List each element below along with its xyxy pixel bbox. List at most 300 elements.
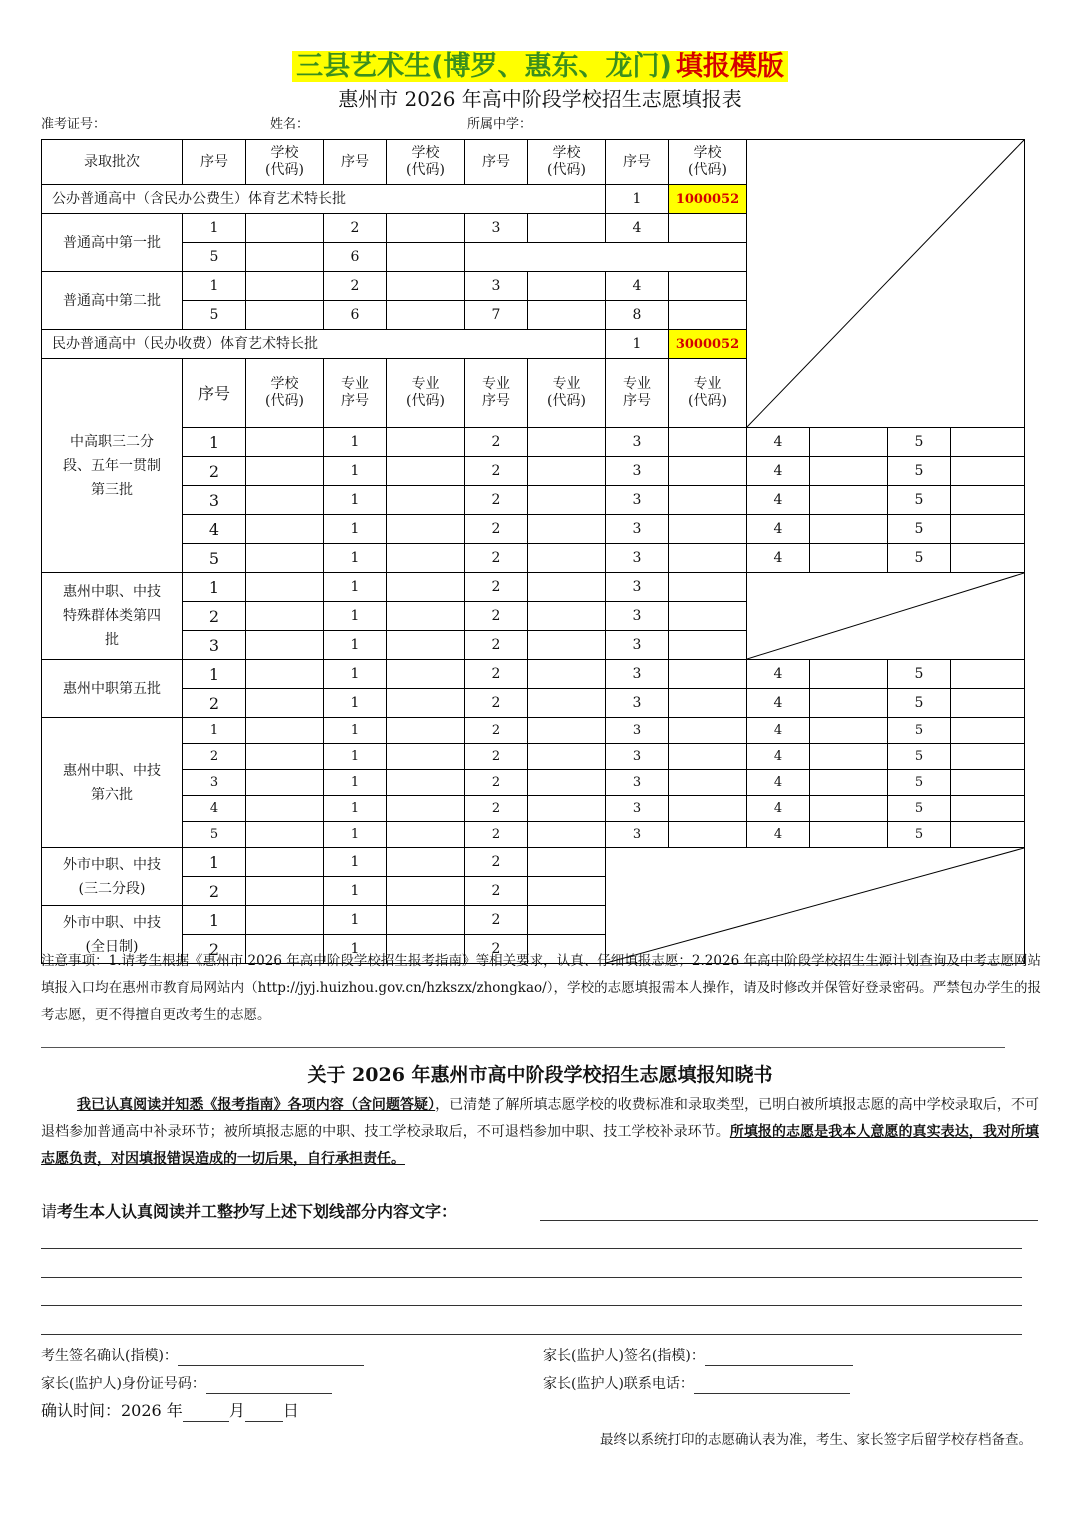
table-cell: 1 — [324, 906, 387, 935]
batch-label: 惠州中职、中技 特殊群体类第四 批 — [42, 573, 183, 660]
batch-label: 公办普通高中（含民办公费生）体育艺术特长批 — [42, 185, 606, 214]
table-cell: 2 — [465, 602, 528, 631]
table-cell: 1 — [183, 660, 246, 689]
table-cell: 3 — [465, 272, 528, 301]
fill-cell[interactable] — [387, 301, 465, 330]
fill-cell[interactable] — [246, 428, 324, 457]
table-cell: 4 — [747, 770, 810, 796]
fill-cell[interactable] — [528, 877, 606, 906]
fill-cell[interactable] — [528, 544, 606, 573]
fill-cell[interactable] — [387, 486, 465, 515]
fill-cell[interactable] — [528, 272, 606, 301]
batch-label: 惠州中职第五批 — [42, 660, 183, 718]
table-cell: 4 — [747, 718, 810, 744]
fill-cell[interactable] — [387, 243, 465, 272]
parent-signature-field[interactable] — [705, 1349, 853, 1366]
table-cell: 4 — [747, 744, 810, 770]
fill-cell[interactable] — [669, 631, 747, 660]
table-cell: 4 — [183, 796, 246, 822]
fill-cell[interactable] — [387, 602, 465, 631]
table-cell: 3 — [183, 631, 246, 660]
fill-cell[interactable] — [810, 457, 888, 486]
table-header — [42, 140, 1025, 185]
fill-cell[interactable] — [387, 822, 465, 848]
fill-cell[interactable] — [528, 631, 606, 660]
table-cell: 2 — [183, 877, 246, 906]
fill-cell[interactable] — [387, 457, 465, 486]
table-cell: 专业 (代码) — [669, 359, 747, 428]
exam-no-label: 准考证号： — [41, 117, 107, 132]
table-cell: 5 — [888, 660, 951, 689]
fill-cell[interactable] — [669, 544, 747, 573]
table-cell: 2 — [465, 689, 528, 718]
table-cell: 1 — [324, 877, 387, 906]
fill-cell[interactable] — [528, 457, 606, 486]
table-cell: 6 — [324, 301, 387, 330]
table-cell: 1 — [183, 848, 246, 877]
table-cell: 1 — [183, 428, 246, 457]
pledge-text: ，已清楚了解所填志愿学校的收费标准和录取类型，已明白被所填报志愿的高中学校录取后，不可退档参加普通高中补录环节；被所填报志愿的中职、技工学校录取后，不可退档参加中职、技工学校补录环节。 — [41, 1097, 1040, 1140]
table-cell: 2 — [465, 544, 528, 573]
table-row — [42, 544, 1025, 573]
fill-cell[interactable] — [810, 770, 888, 796]
copy-line[interactable] — [41, 1334, 1022, 1335]
pledge-bold-2: 所填报的志愿是我本人意愿的真实表达，我对所填志愿负责，对因填报错误造成的一切后果，自行承担责任。 — [41, 1124, 1039, 1167]
parent-phone: 家长(监护人)联系电话： — [543, 1374, 850, 1394]
table-cell: 1 — [324, 848, 387, 877]
table-cell: 2 — [465, 515, 528, 544]
fill-cell[interactable] — [246, 718, 324, 744]
table-cell: 4 — [747, 689, 810, 718]
day-field[interactable] — [245, 1403, 283, 1422]
table-cell: 1 — [183, 272, 246, 301]
fill-cell[interactable] — [810, 515, 888, 544]
table-cell: 2 — [465, 848, 528, 877]
fill-cell[interactable] — [528, 515, 606, 544]
fill-cell[interactable] — [387, 573, 465, 602]
fill-cell[interactable] — [951, 718, 1025, 744]
fill-cell[interactable] — [669, 689, 747, 718]
table-cell: 3 — [606, 602, 669, 631]
table-cell: 专业 序号 — [465, 359, 528, 428]
table-cell: 2 — [465, 660, 528, 689]
fill-cell[interactable] — [246, 689, 324, 718]
table-cell: 4 — [747, 796, 810, 822]
fill-cell[interactable] — [951, 515, 1025, 544]
table-cell: 专业 (代码) — [528, 359, 606, 428]
table-cell: 3 — [465, 214, 528, 243]
parent-signature: 家长(监护人)签名(指模)： — [543, 1346, 853, 1366]
fill-cell[interactable] — [246, 214, 324, 243]
table-cell: 2 — [324, 272, 387, 301]
table-cell: 3 — [606, 718, 669, 744]
table-cell: 3 — [606, 631, 669, 660]
table-cell: 4 — [747, 515, 810, 544]
table-cell: 4 — [747, 428, 810, 457]
table-row — [42, 660, 1025, 689]
header-school: 学校 (代码) — [246, 140, 324, 185]
table-cell: 5 — [183, 544, 246, 573]
table-cell: 5 — [183, 301, 246, 330]
footnote: 最终以系统打印的志愿确认表为准，考生、家长签字后留学校存档备查。 — [600, 1432, 1032, 1448]
fill-cell[interactable] — [246, 848, 324, 877]
parent-id-field[interactable] — [206, 1377, 332, 1394]
table-cell: 1 — [324, 689, 387, 718]
table-row — [42, 796, 1025, 822]
fill-cell[interactable] — [387, 631, 465, 660]
table-cell: 1 — [324, 457, 387, 486]
fill-cell[interactable] — [669, 660, 747, 689]
copy-instruction: 请考生本人认真阅读并工整抄写上述下划线部分内容文字： — [41, 1202, 458, 1221]
header-seq: 序号 — [465, 140, 528, 185]
table-cell: 6 — [324, 243, 387, 272]
table-cell: 1 — [324, 428, 387, 457]
table-cell: 2 — [183, 935, 246, 964]
table-cell — [465, 243, 747, 272]
fill-cell[interactable] — [669, 602, 747, 631]
table-cell: 3 — [606, 457, 669, 486]
batch-label: 外市中职、中技 (三二分段) — [42, 848, 183, 906]
pledge-bold-1: 我已认真阅读并知悉《报考指南》各项内容（含问题答疑） — [76, 1097, 436, 1113]
fill-cell[interactable] — [669, 796, 747, 822]
header-school: 学校 (代码) — [387, 140, 465, 185]
table-cell: 1 — [606, 330, 669, 359]
table-cell: 序号 — [183, 359, 246, 428]
fill-cell[interactable] — [669, 573, 747, 602]
fill-cell[interactable] — [246, 515, 324, 544]
copy-line[interactable] — [41, 1277, 1022, 1278]
fill-cell[interactable] — [669, 822, 747, 848]
table-cell: 专业 (代码) — [387, 359, 465, 428]
table-cell: 3 — [183, 770, 246, 796]
fill-cell[interactable] — [528, 486, 606, 515]
student-signature: 考生签名确认(指模)： — [41, 1346, 364, 1366]
month-field[interactable] — [183, 1403, 229, 1422]
fill-cell[interactable] — [669, 214, 747, 243]
fill-cell[interactable] — [669, 486, 747, 515]
divider — [41, 1047, 1005, 1048]
fill-cell[interactable] — [951, 544, 1025, 573]
table-cell: 2 — [183, 602, 246, 631]
header-seq: 序号 — [183, 140, 246, 185]
table-row — [42, 770, 1025, 796]
pledge-paragraph — [41, 1092, 1039, 1173]
fill-cell[interactable] — [246, 770, 324, 796]
fill-cell[interactable] — [951, 822, 1025, 848]
table-cell: 2 — [465, 457, 528, 486]
student-signature-field[interactable] — [178, 1349, 364, 1366]
fill-cell[interactable] — [246, 301, 324, 330]
table-cell: 专业 序号 — [324, 359, 387, 428]
table-cell: 1 — [324, 822, 387, 848]
fill-cell[interactable] — [246, 877, 324, 906]
fill-cell[interactable] — [528, 689, 606, 718]
fill-cell[interactable] — [951, 796, 1025, 822]
table-cell: 5 — [888, 770, 951, 796]
fill-cell[interactable] — [669, 515, 747, 544]
table-cell: 1 — [324, 602, 387, 631]
table-row — [42, 515, 1025, 544]
table-cell: 3 — [606, 770, 669, 796]
table-cell: 5 — [888, 744, 951, 770]
fill-cell[interactable] — [387, 515, 465, 544]
table-cell: 1 — [606, 185, 669, 214]
header-school: 学校 (代码) — [669, 140, 747, 185]
school-code-cell[interactable]: 3000052 — [669, 330, 747, 359]
table-cell: 1 — [183, 573, 246, 602]
table-cell: 5 — [888, 822, 951, 848]
fill-cell[interactable] — [387, 744, 465, 770]
fill-cell[interactable] — [528, 301, 606, 330]
copy-line[interactable] — [41, 1305, 1022, 1306]
table-cell: 4 — [747, 544, 810, 573]
table-row — [42, 744, 1025, 770]
header-school: 学校 (代码) — [528, 140, 606, 185]
fill-cell[interactable] — [669, 744, 747, 770]
table-cell: 3 — [606, 689, 669, 718]
fill-cell[interactable] — [810, 796, 888, 822]
table-cell: 4 — [606, 214, 669, 243]
table-cell: 3 — [606, 544, 669, 573]
fill-cell[interactable] — [669, 428, 747, 457]
fill-cell[interactable] — [528, 770, 606, 796]
fill-cell[interactable] — [528, 660, 606, 689]
fill-cell[interactable] — [528, 602, 606, 631]
fill-cell[interactable] — [387, 718, 465, 744]
fill-cell[interactable] — [246, 796, 324, 822]
template-title-counties: 三县艺术生(博罗、惠东、龙门) — [296, 51, 672, 82]
fill-cell[interactable] — [951, 744, 1025, 770]
fill-cell[interactable] — [246, 631, 324, 660]
fill-cell[interactable] — [528, 822, 606, 848]
fill-cell[interactable] — [810, 689, 888, 718]
batch-label: 中高职三二分 段、五年一贯制 第三批 — [42, 359, 183, 573]
table-cell: 1 — [183, 718, 246, 744]
table-row — [42, 718, 1025, 744]
table-row — [42, 486, 1025, 515]
batch-label: 惠州中职、中技 第六批 — [42, 718, 183, 848]
fill-cell[interactable] — [246, 660, 324, 689]
table-row — [42, 573, 1025, 602]
fill-cell[interactable] — [528, 796, 606, 822]
table-cell: 4 — [747, 822, 810, 848]
table-row — [42, 457, 1025, 486]
table-cell: 专业 序号 — [606, 359, 669, 428]
table-cell: 4 — [747, 660, 810, 689]
copy-line[interactable] — [540, 1220, 1038, 1221]
fill-cell[interactable] — [810, 428, 888, 457]
parent-id: 家长(监护人)身份证号码： — [41, 1374, 332, 1394]
fill-cell[interactable] — [669, 770, 747, 796]
application-table — [41, 139, 1025, 964]
school-label: 所属中学： — [467, 117, 533, 132]
fill-cell[interactable] — [246, 744, 324, 770]
fill-cell[interactable] — [669, 718, 747, 744]
table-cell: 4 — [747, 486, 810, 515]
form-title: 惠州市 2026 年高中阶段学校招生志愿填报表 — [338, 87, 742, 111]
fill-cell[interactable] — [246, 602, 324, 631]
table-cell: 2 — [465, 631, 528, 660]
table-cell: 1 — [324, 486, 387, 515]
fill-cell[interactable] — [246, 822, 324, 848]
table-cell: 3 — [606, 744, 669, 770]
table-cell: 2 — [465, 906, 528, 935]
parent-phone-field[interactable] — [694, 1377, 850, 1394]
fill-cell[interactable] — [810, 544, 888, 573]
table-cell: 5 — [888, 428, 951, 457]
fill-cell[interactable] — [246, 573, 324, 602]
table-cell: 1 — [183, 214, 246, 243]
table-cell: 3 — [606, 660, 669, 689]
fill-cell[interactable] — [810, 660, 888, 689]
table-cell: 2 — [465, 935, 528, 964]
table-cell: 2 — [465, 486, 528, 515]
table-cell: 3 — [606, 486, 669, 515]
copy-line[interactable] — [41, 1248, 1022, 1249]
table-row — [42, 822, 1025, 848]
table-cell: 1 — [324, 935, 387, 964]
notes-paragraph: 注意事项：1.请考生根据《惠州市 2026 年高中阶段学校招生报考指南》等相关要求，认真、仔细填报志愿；2.2026 年高中阶段学校招生生源计划查询及中考志愿网站填报入口均在惠州市教育局网站内（http://jyj.huizhou.gov.cn/hzkszx/zhongkao/），学校的志愿填报需本人操作，请及时修改并保管好登录密码。严禁包办学生的报考志愿，更不得擅自更改考生的志愿。 — [41, 953, 1041, 1023]
pledge-title: 关于 2026 年惠州市高中阶段学校招生志愿填报知晓书 — [307, 1064, 773, 1086]
fill-cell[interactable] — [669, 457, 747, 486]
fill-cell[interactable] — [528, 718, 606, 744]
table-cell: 1 — [324, 796, 387, 822]
fill-cell[interactable] — [387, 428, 465, 457]
table-cell: 1 — [324, 660, 387, 689]
table-cell: 2 — [183, 457, 246, 486]
name-label: 姓名： — [270, 117, 310, 132]
table-row — [42, 689, 1025, 718]
table-cell: 4 — [747, 457, 810, 486]
table-cell: 1 — [324, 515, 387, 544]
table-cell: 5 — [183, 822, 246, 848]
batch-label: 外市中职、中技 (全日制) — [42, 906, 183, 964]
fill-cell[interactable] — [528, 573, 606, 602]
fill-cell[interactable] — [669, 301, 747, 330]
fill-cell[interactable] — [246, 544, 324, 573]
fill-cell[interactable] — [246, 272, 324, 301]
header-seq: 序号 — [606, 140, 669, 185]
fill-cell[interactable] — [528, 214, 606, 243]
table-cell: 5 — [183, 243, 246, 272]
fill-cell[interactable] — [528, 744, 606, 770]
fill-cell[interactable] — [528, 848, 606, 877]
table-cell: 1 — [324, 744, 387, 770]
fill-cell[interactable] — [951, 770, 1025, 796]
header-seq: 序号 — [324, 140, 387, 185]
table-cell: 1 — [324, 631, 387, 660]
confirm-date: 确认时间：2026 年 月 日 — [41, 1401, 299, 1420]
fill-cell[interactable] — [387, 770, 465, 796]
table-row — [42, 848, 1025, 877]
fill-cell[interactable] — [528, 906, 606, 935]
fill-cell[interactable] — [387, 848, 465, 877]
blank-diagonal-cell — [606, 848, 1025, 964]
blank-diagonal-cell — [747, 140, 1025, 428]
table-cell: 4 — [606, 272, 669, 301]
table-cell: 3 — [606, 428, 669, 457]
fill-cell[interactable] — [810, 744, 888, 770]
table-cell: 4 — [183, 515, 246, 544]
table-cell: 2 — [465, 718, 528, 744]
table-cell: 2 — [183, 689, 246, 718]
fill-cell[interactable] — [951, 486, 1025, 515]
table-cell: 3 — [183, 486, 246, 515]
table-cell: 2 — [324, 214, 387, 243]
batch-label: 普通高中第二批 — [42, 272, 183, 330]
batch-label: 普通高中第一批 — [42, 214, 183, 272]
fill-cell[interactable] — [669, 272, 747, 301]
fill-cell[interactable] — [810, 822, 888, 848]
table-cell: 2 — [465, 428, 528, 457]
table-cell: 1 — [183, 906, 246, 935]
fill-cell[interactable] — [246, 906, 324, 935]
table-cell: 5 — [888, 515, 951, 544]
table-cell: 2 — [465, 573, 528, 602]
fill-cell[interactable] — [387, 689, 465, 718]
fill-cell[interactable] — [810, 718, 888, 744]
fill-cell[interactable] — [951, 689, 1025, 718]
batch-label: 民办普通高中（民办收费）体育艺术特长批 — [42, 330, 606, 359]
fill-cell[interactable] — [387, 272, 465, 301]
table-cell: 学校 (代码) — [246, 359, 324, 428]
table-cell: 1 — [324, 718, 387, 744]
table-cell: 1 — [324, 770, 387, 796]
table-cell: 5 — [888, 457, 951, 486]
table-cell: 2 — [465, 877, 528, 906]
table-cell: 1 — [324, 544, 387, 573]
blank-diagonal-cell — [747, 573, 1025, 660]
fill-cell[interactable] — [246, 457, 324, 486]
table-cell: 8 — [606, 301, 669, 330]
table-cell: 5 — [888, 689, 951, 718]
table-cell: 2 — [183, 744, 246, 770]
fill-cell[interactable] — [810, 486, 888, 515]
fill-cell[interactable] — [387, 906, 465, 935]
table-cell: 2 — [465, 744, 528, 770]
table-cell: 3 — [606, 822, 669, 848]
fill-cell[interactable] — [528, 428, 606, 457]
table-cell: 3 — [606, 796, 669, 822]
fill-cell[interactable] — [246, 243, 324, 272]
template-title-template: 填报模版 — [675, 51, 784, 82]
fill-cell[interactable] — [246, 486, 324, 515]
table-cell: 2 — [465, 822, 528, 848]
fill-cell[interactable] — [387, 214, 465, 243]
fill-cell[interactable] — [387, 660, 465, 689]
table-cell: 2 — [465, 770, 528, 796]
table-cell: 7 — [465, 301, 528, 330]
table-row — [42, 428, 1025, 457]
table-cell: 2 — [465, 796, 528, 822]
header-batch: 录取批次 — [42, 140, 183, 185]
fill-cell[interactable] — [951, 457, 1025, 486]
school-code-cell[interactable]: 1000052 — [669, 185, 747, 214]
table-cell: 5 — [888, 544, 951, 573]
fill-cell[interactable] — [387, 877, 465, 906]
fill-cell[interactable] — [951, 660, 1025, 689]
table-cell: 3 — [606, 573, 669, 602]
fill-cell[interactable] — [387, 796, 465, 822]
table-cell: 5 — [888, 486, 951, 515]
fill-cell[interactable] — [387, 544, 465, 573]
table-cell: 1 — [324, 573, 387, 602]
template-title — [0, 50, 1080, 84]
table-cell: 5 — [888, 718, 951, 744]
fill-cell[interactable] — [951, 428, 1025, 457]
table-cell: 5 — [888, 796, 951, 822]
table-cell: 3 — [606, 515, 669, 544]
